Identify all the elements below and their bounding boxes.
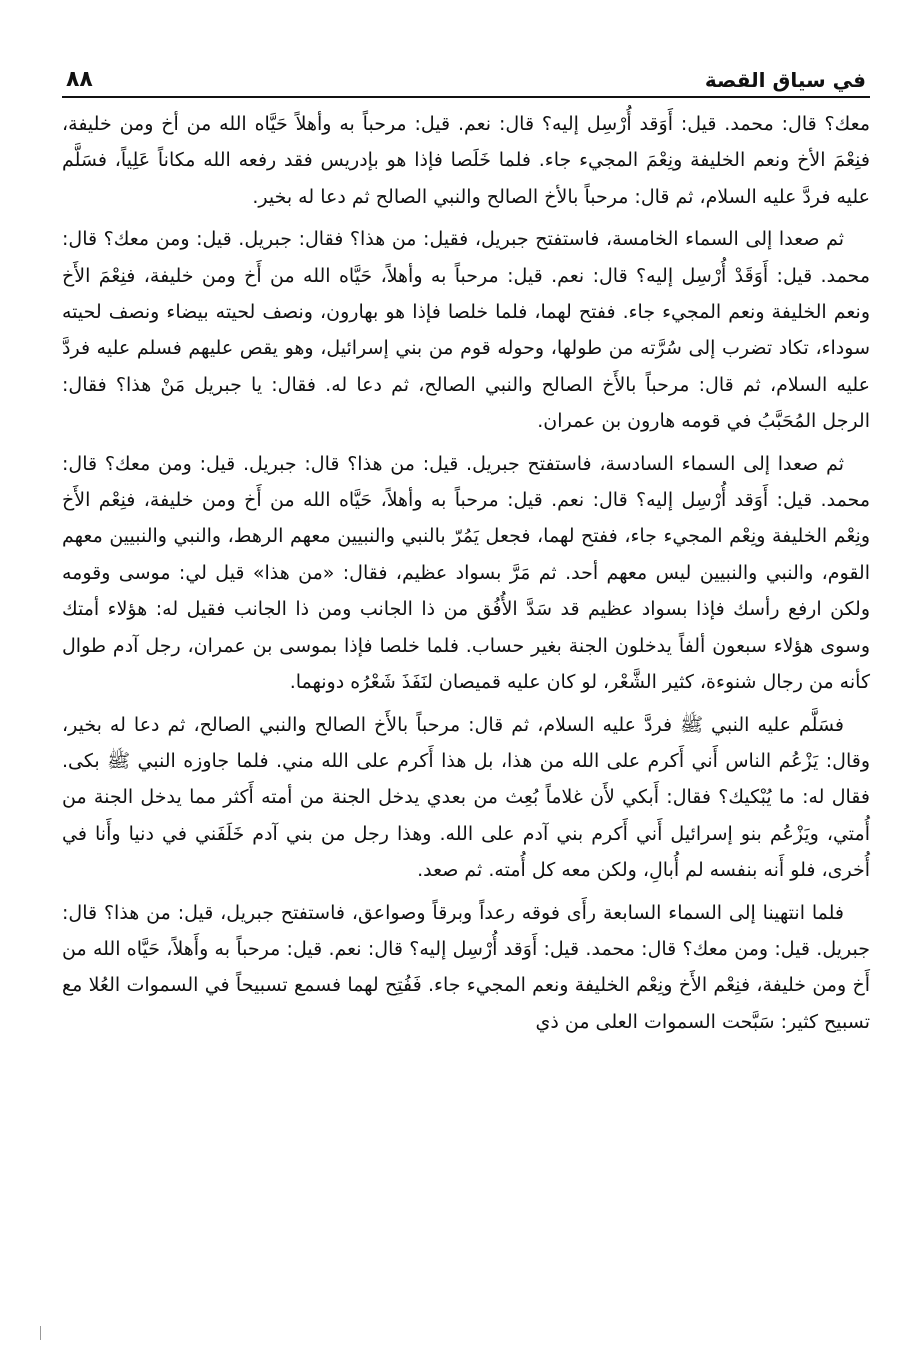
scan-mark-divider [40, 1326, 41, 1340]
paragraph-1: معك؟ قال: محمد. قيل: أَوَقد أُرْسِل إليه؟ قال: نعم. قيل: مرحباً به وأهلاً حَيَّاه الله من أخ ومن خليفة، فنِعْمَ الأخ ونعم الخليفة ونِعْمَ المجيء جاء. فلما خَلَصا فإذا هو بإدريس فقد رفعه الله مكاناً عَلِياً، فسَلَّم عليه فردَّ عليه السلام، ثم قال: مرحباً بالأخ الصالح والنبي الصالح ثم دعا له بخير. [62, 113, 870, 208]
paragraph-3: ثم صعدا إلى السماء السادسة، فاستفتح جبريل. قيل: من هذا؟ قال: جبريل. قيل: ومن معك؟ قال: محمد. قيل: أَوَقد أُرْسِل إليه؟ قال: نعم. قيل: مرحباً به وأهلاً، حَيَّاه الله من أَخ ومن خليفة، فنِعْم الأَخ ونِعْم الخليفة ونِعْم المجيء جاء، ففتح لهما، فجعل يَمُرّ بالنبي والنبيين معهم الرهط، والنبي والنبيين معهم القوم، والنبي والنبيين ليس معهم أحد. ثم مَرَّ بسواد عظيم، فقال: «من هذا» قيل لي: موسى وقومه ولكن ارفع رأسك فإذا بسواد عظيم قد سَدَّ الأُفُق من ذا الجانب ومن ذا الجانب فقيل له: هؤلاء أمتك وسوى هؤلاء سبعون ألفاً يدخلون الجنة بغير حساب. فلما خلصا فإذا بموسى بن عمران، رجل آدم طوال كأنه من رجال شنوءة، كثير الشَّعْر، لو كان عليه قميصان لنَفَذَ شَعْرُه دونهما. [62, 452, 870, 694]
running-title: في سياق القصة [704, 68, 866, 92]
page-header [62, 52, 870, 98]
page-body [62, 106, 870, 1040]
book-page [62, 52, 870, 1046]
page-number: ٨٨ [66, 67, 93, 92]
paragraph-4: فسَلَّم عليه النبي ﷺ فردَّ عليه السلام، ثم قال: مرحباً بالأَخ الصالح والنبي الصالح، ثم دعا له بخير، وقال: يَزْعُم الناس أَني أَكرم على الله من هذا، بل هذا أَكرم على الله مني. فلما جاوزه النبي ﷺ بكى. فقال له: ما يُبْكيك؟ فقال: أَبكي لأَن غلاماً بُعِث من بعدي يدخل الجنة من أمته أَكثر مما يدخل الجنة من أُمتي، ويَزْعُم بنو إسرائيل أَني أَكرم بني آدم على الله. وهذا رجل من بني آدم خَلَفَني في دنيا وأَنا في أُخرى، فلو أَنه بنفسه لم أُبالِ، ولكن معه كل أُمته. ثم صعد. [62, 713, 870, 882]
paragraph-5: فلما انتهينا إلى السماء السابعة رأَى فوقه رعداً وبرقاً وصواعق، فاستفتح جبريل، قيل: من هذا؟ قال: جبريل. قيل: ومن معك؟ قال: محمد. قيل: أَوَقد أُرْسِل إليه؟ قال: نعم. قيل: مرحباً به وأَهلاً، حَيَّاه الله من أَخ ومن خليفة، فنِعْم الأَخ ونِعْم الخليفة ونعم المجيء جاء. فَفُتِح لهما فسمع تسبيحاً في السموات العُلا مع تسبيح كثير: سَبَّحت السموات العلى من ذي [62, 901, 870, 1033]
paragraph-2: ثم صعدا إلى السماء الخامسة، فاستفتح جبريل، فقيل: من هذا؟ فقال: جبريل. قيل: ومن معك؟ قال: محمد. قيل: أَوَقَدْ أُرْسِل إليه؟ قال: نعم. قيل: مرحباً به وأهلاً، حَيَّاه الله من أَخ ومن خليفة، فنِعْمَ الأَخ ونعم الخليفة ونعم المجيء جاء. ففتح لهما، فلما خلصا فإذا هو بهارون، ونصف لحيته بيضاء ونصف لحيته سوداء، تكاد تضرب إلى سُرَّته من طولها، وحوله قوم من بني إسرائيل، وهو يقص عليهم فسلم عليه فردَّ عليه السلام، ثم قال: مرحباً بالأَخ الصالح والنبي الصالح، ثم دعا له. فقال: يا جبريل مَنْ هذا؟ فقال: الرجل المُحَبَّبُ في قومه هارون بن عمران. [62, 228, 870, 433]
